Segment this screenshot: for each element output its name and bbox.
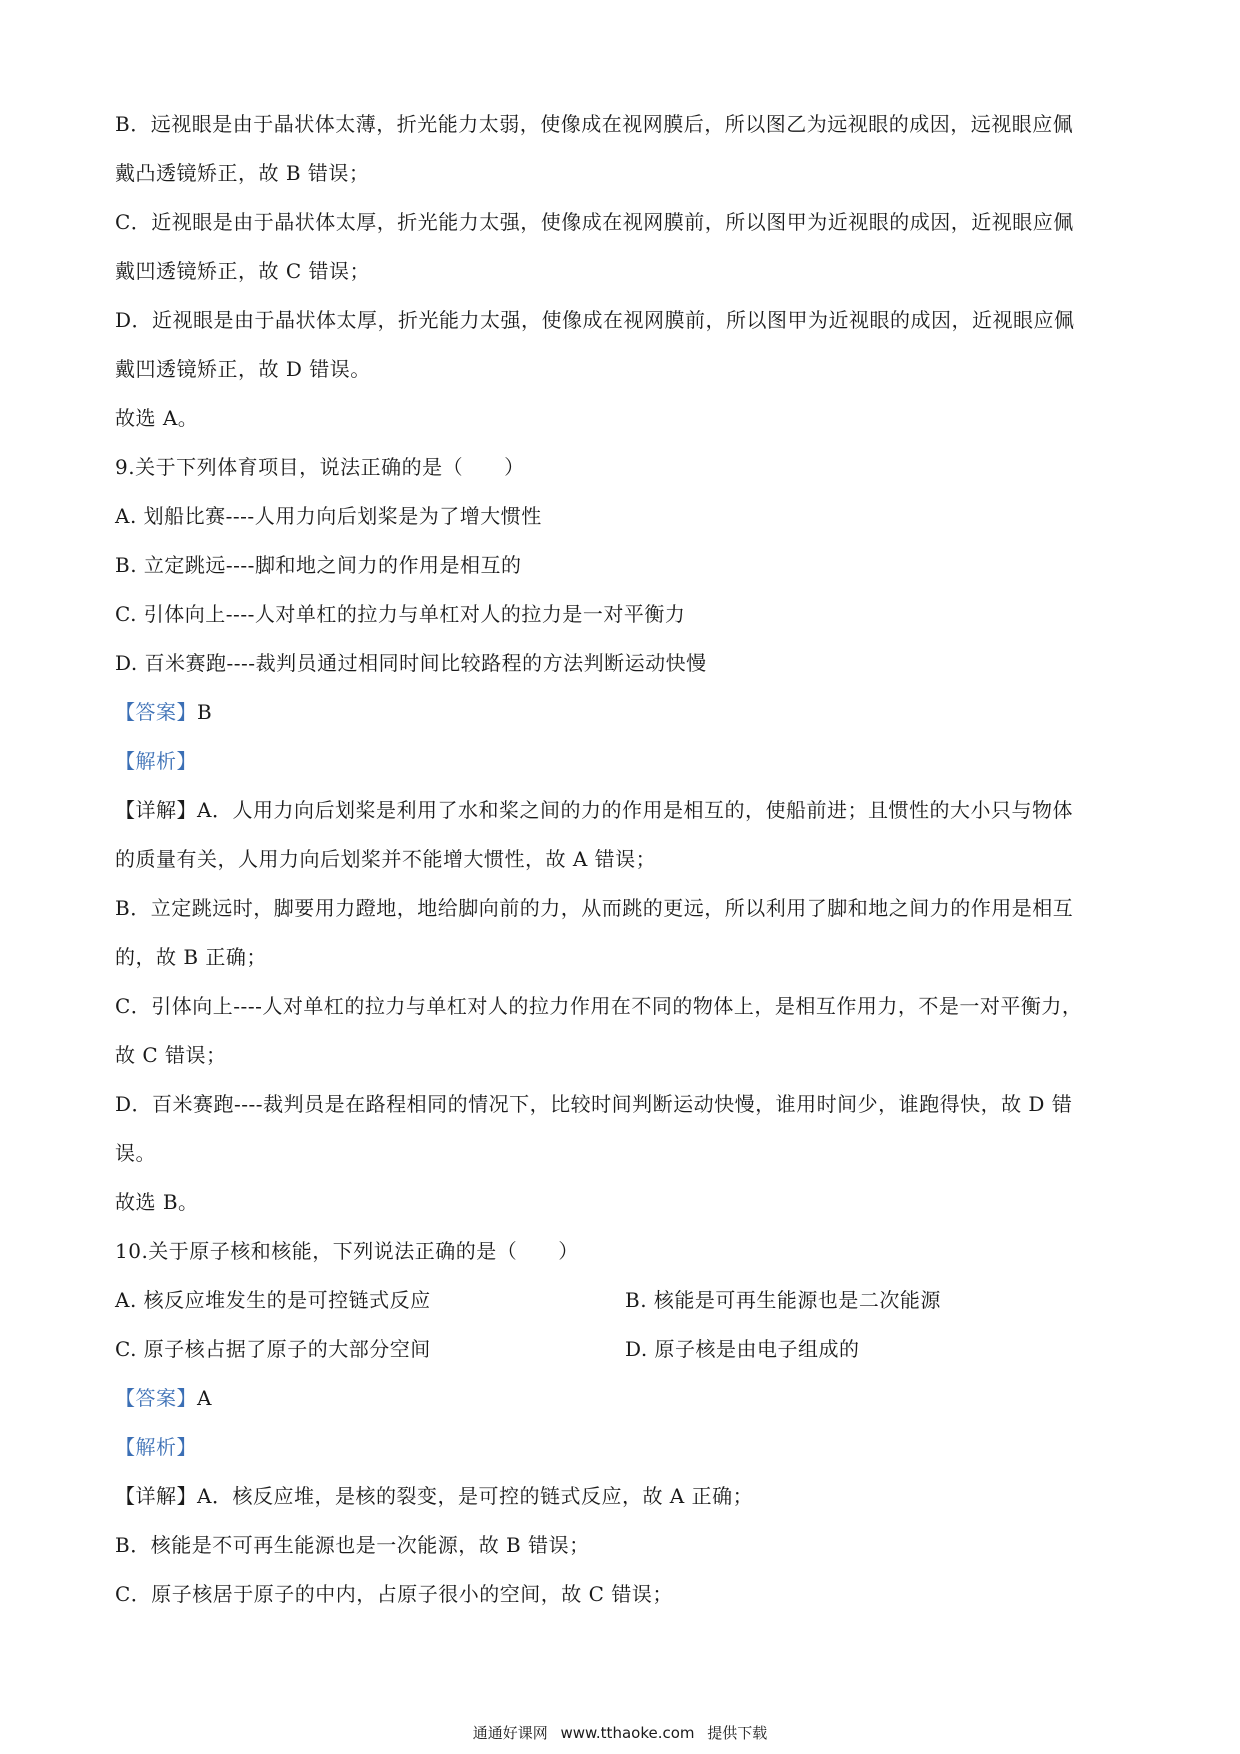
question-9-detail xyxy=(115,786,1135,835)
footer-note: 提供下载 xyxy=(707,1724,768,1742)
question-10-option-d: D. 原子核是由电子组成的 xyxy=(625,1337,860,1361)
text-line: 故 C 错误； xyxy=(115,1043,227,1067)
text-line: 的，故 B 正确； xyxy=(115,945,267,969)
question-9-stem: 9.关于下列体育项目，说法正确的是（ ） xyxy=(115,455,525,479)
footer-site: 通通好课网 xyxy=(472,1724,548,1742)
text-line: C．原子核居于原子的中内，占原子很小的空间，故 C 错误； xyxy=(115,1582,673,1606)
question-10-stem: 10.关于原子核和核能，下列说法正确的是（ ） xyxy=(115,1239,579,1263)
detail-text: A．核反应堆，是核的裂变，是可控的链式反应，故 A 正确； xyxy=(197,1484,754,1508)
question-9-option-b: B. 立定跳远----脚和地之间力的作用是相互的 xyxy=(115,553,522,577)
question-9-option-c: C. 引体向上----人对单杠的拉力与单杠对人的拉力是一对平衡力 xyxy=(115,602,686,626)
question-10-options-row xyxy=(115,1325,1135,1374)
question-10-detail xyxy=(115,1472,1135,1521)
question-9-option-d: D. 百米赛跑----裁判员通过相同时间比较路程的方法判断运动快慢 xyxy=(115,651,707,675)
question-9-answer xyxy=(115,688,1135,737)
question-10-answer xyxy=(115,1374,1135,1423)
question-10-analysis xyxy=(115,1423,1135,1472)
question-10-option-c: C. 原子核占据了原子的大部分空间 xyxy=(115,1337,431,1361)
text-line: 误。 xyxy=(115,1141,156,1165)
question-10-option-a: A. 核反应堆发生的是可控链式反应 xyxy=(115,1288,431,1312)
analysis-tag: 【解析】 xyxy=(115,1435,197,1459)
text-line: 戴凸透镜矫正，故 B 错误； xyxy=(115,161,370,185)
text-line: 戴凹透镜矫正，故 C 错误； xyxy=(115,259,371,283)
text-line: D．近视眼是由于晶状体太厚，折光能力太强，使像成在视网膜前，所以图甲为近视眼的成因，近视眼应佩 xyxy=(115,308,1075,332)
text-line: B．立定跳远时，脚要用力蹬地，地给脚向前的力，从而跳的更远，所以利用了脚和地之间力的作用是相互 xyxy=(115,896,1074,920)
answer-value: B xyxy=(197,700,213,724)
text-line: 故选 B。 xyxy=(115,1190,199,1214)
footer-url-link[interactable]: www.tthaoke.com xyxy=(560,1724,695,1742)
text-line: 的质量有关，人用力向后划桨并不能增大惯性，故 A 错误； xyxy=(115,847,657,871)
document-page xyxy=(115,100,1135,1619)
text-line: C．引体向上----人对单杠的拉力与单杠对人的拉力作用在不同的物体上，是相互作用力，不是一对平衡力， xyxy=(115,994,1083,1018)
answer-value: A xyxy=(197,1386,212,1410)
page-footer xyxy=(0,1722,1240,1743)
analysis-tag: 【解析】 xyxy=(115,749,197,773)
question-9-analysis xyxy=(115,737,1135,786)
question-9-option-a: A. 划船比赛----人用力向后划桨是为了增大惯性 xyxy=(115,504,542,528)
text-line: D．百米赛跑----裁判员是在路程相同的情况下，比较时间判断运动快慢，谁用时间少，谁跑得快，故 D 错 xyxy=(115,1092,1073,1116)
question-10-options-row xyxy=(115,1276,1135,1325)
answer-tag: 【答案】 xyxy=(115,700,197,724)
detail-tag: 【详解】 xyxy=(115,1484,197,1508)
text-line: 故选 A。 xyxy=(115,406,199,430)
text-line: B．核能是不可再生能源也是一次能源，故 B 错误； xyxy=(115,1533,590,1557)
answer-tag: 【答案】 xyxy=(115,1386,197,1410)
text-line: 戴凹透镜矫正，故 D 错误。 xyxy=(115,357,371,381)
text-line: B．远视眼是由于晶状体太薄，折光能力太弱，使像成在视网膜后，所以图乙为远视眼的成因，远视眼应佩 xyxy=(115,112,1074,136)
question-10-option-b: B. 核能是可再生能源也是二次能源 xyxy=(625,1288,941,1312)
detail-tag: 【详解】 xyxy=(115,798,197,822)
text-line: C．近视眼是由于晶状体太厚，折光能力太强，使像成在视网膜前，所以图甲为近视眼的成因，近视眼应佩 xyxy=(115,210,1074,234)
detail-text: A．人用力向后划桨是利用了水和桨之间的力的作用是相互的，使船前进；且惯性的大小只与物体 xyxy=(197,798,1073,822)
